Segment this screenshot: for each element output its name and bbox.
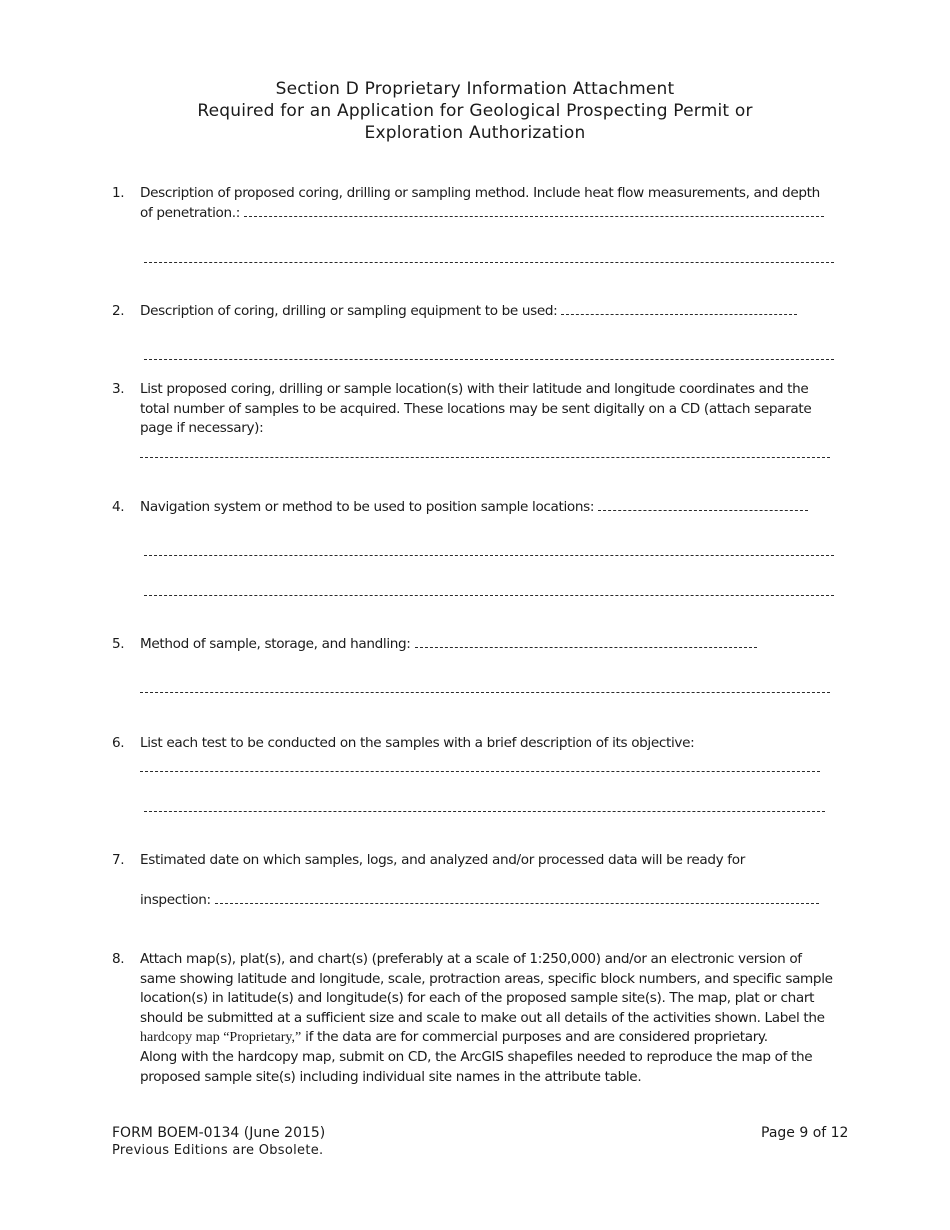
form-title xyxy=(0,78,950,144)
question-number: 8. xyxy=(112,951,125,967)
answer-line[interactable] xyxy=(144,595,834,596)
question-text: List proposed coring, drilling or sample location(s) with their latitude and longitude coordinates and the xyxy=(140,381,809,397)
answer-line[interactable] xyxy=(598,509,808,511)
answer-line[interactable] xyxy=(144,359,834,360)
question-text: Method of sample, storage, and handling: xyxy=(140,636,411,652)
question-text: List each test to be conducted on the samples with a brief description of its objective: xyxy=(140,735,695,751)
answer-line[interactable] xyxy=(140,692,830,693)
question-text: total number of samples to be acquired. These locations may be sent digitally on a CD (attach separate xyxy=(140,400,812,417)
question-number: 7. xyxy=(112,852,125,868)
answer-line[interactable] xyxy=(244,215,824,217)
question-text: Attach map(s), plat(s), and chart(s) (preferably at a scale of 1:250,000) and/or an electronic version of xyxy=(140,951,802,967)
question-text: Description of coring, drilling or sampling equipment to be used: xyxy=(140,303,558,319)
question-number: 2. xyxy=(112,303,125,319)
page-number: Page 9 of 12 xyxy=(761,1125,849,1141)
question-text: page if necessary): xyxy=(140,420,264,437)
answer-line[interactable] xyxy=(140,771,820,772)
question-text: of penetration.: xyxy=(140,204,240,221)
answer-line[interactable] xyxy=(215,902,819,904)
title-line-2: Required for an Application for Geological Prospecting Permit or xyxy=(197,101,753,121)
answer-line[interactable] xyxy=(140,457,830,458)
question-number: 4. xyxy=(112,499,125,515)
question-text: Description of proposed coring, drilling or sampling method. Include heat flow measurements, and depth xyxy=(140,185,820,201)
obsolete-notice: Previous Editions are Obsolete. xyxy=(112,1143,324,1158)
answer-line[interactable] xyxy=(144,262,834,263)
form-number: FORM BOEM-0134 (June 2015) xyxy=(112,1125,326,1141)
question-text: location(s) in latitude(s) and longitude(s) for each of the proposed sample site(s). The map, plat or chart xyxy=(140,990,815,1007)
question-text: hardcopy map “Proprietary,” xyxy=(140,1030,302,1046)
question-text: Navigation system or method to be used to position sample locations: xyxy=(140,499,595,515)
answer-line[interactable] xyxy=(415,646,757,648)
form-footer xyxy=(112,1124,325,1160)
title-line-1: Section D Proprietary Information Attachment xyxy=(275,79,675,99)
answer-line[interactable] xyxy=(144,555,834,556)
question-text: proposed sample site(s) including individual site names in the attribute table. xyxy=(140,1068,642,1085)
question-number: 1. xyxy=(112,185,125,201)
question-number: 6. xyxy=(112,735,125,751)
question-number: 3. xyxy=(112,381,125,397)
question-text: Along with the hardcopy map, submit on CD, the ArcGIS shapefiles needed to reproduce the map of the xyxy=(140,1048,813,1065)
question-text: Estimated date on which samples, logs, and analyzed and/or processed data will be ready for xyxy=(140,852,745,868)
question-text: if the data are for commercial purposes and are considered proprietary. xyxy=(301,1029,768,1046)
answer-line[interactable] xyxy=(561,313,797,315)
question-text: should be submitted at a sufficient size and scale to make out all details of the activities shown. Label the xyxy=(140,1009,825,1026)
question-number: 5. xyxy=(112,636,125,652)
title-line-3: Exploration Authorization xyxy=(364,123,586,143)
question-text: same showing latitude and longitude, scale, protraction areas, specific block numbers, and specific sample xyxy=(140,970,833,987)
question-text: inspection: xyxy=(140,892,211,908)
answer-line[interactable] xyxy=(144,811,825,812)
